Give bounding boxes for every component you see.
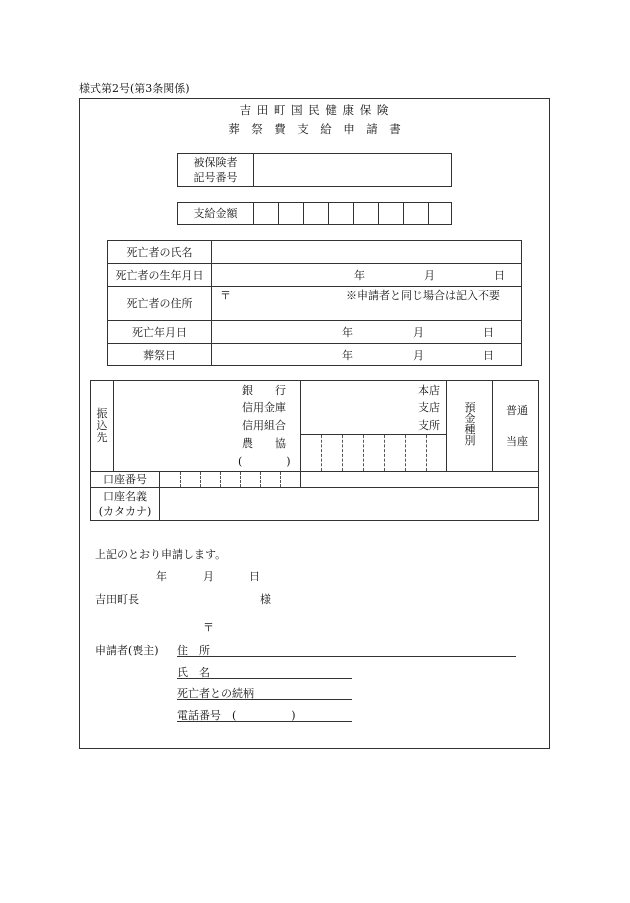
bank-type-bank: 銀 行 [242,384,286,397]
birth-month: 月 [424,269,435,282]
bank-type-shinkin: 信用金庫 [242,401,286,414]
funeral-date-label: 葬祭日 [143,349,176,362]
deceased-postal-mark: 〒 [220,289,231,302]
insured-label: 被保険者 [193,156,238,169]
bank-name-field[interactable] [115,382,245,469]
applicant-name-field[interactable] [220,664,350,678]
death-date-label: 死亡年月日 [132,326,187,339]
deceased-name-label: 死亡者の氏名 [126,246,193,259]
account-name-label: 口座名義 [103,490,147,503]
deceased-address-field[interactable] [213,302,519,318]
applicant-relation-field[interactable] [262,685,350,699]
applicant-phone-field[interactable] [240,707,290,721]
applicant-phone-label: 電話番号 ( ) [177,709,296,722]
funeral-month: 月 [413,349,424,362]
branch-type-shisho: 支所 [418,419,440,432]
branch-code-field[interactable] [302,436,444,470]
bank-type-nokyo: 農 協 [242,437,286,450]
application-month: 月 [203,570,214,583]
applicant-postal-mark: 〒 [203,621,214,634]
insured-number-field[interactable] [256,155,449,185]
bank-type-shinkumi: 信用組合 [242,419,286,432]
amount-digit-fields[interactable] [255,203,451,224]
form-title-line2: 葬 祭 費 支 給 申 請 書 [228,122,401,136]
applicant-address-label: 住 所 [177,644,210,657]
transfer-label: 振込先 [96,407,108,444]
death-day: 日 [483,326,494,339]
account-number-field[interactable] [161,472,298,486]
mayor-label: 吉田町長 [95,593,139,606]
deposit-type-label: 預金種別 [464,401,476,447]
account-name-field[interactable] [161,489,536,519]
account-number-label: 口座番号 [103,473,147,486]
insured-label-2: 記号番号 [193,171,238,184]
applicant-relation-label: 死亡者との続柄 [177,687,254,700]
account-name-kana-label: (カタカナ) [98,505,152,518]
bank-type-other: ( ) [238,455,291,468]
sama-label: 様 [260,593,271,606]
amount-label: 支給金額 [193,207,238,220]
death-month: 月 [413,326,424,339]
birth-day: 日 [494,269,505,282]
declaration-text: 上記のとおり申請します。 [95,548,227,561]
deposit-futsu[interactable]: 普通 [506,404,528,417]
deceased-name-field[interactable] [213,242,519,261]
form-title-line1: 吉 田 町 国 民 健 康 保 険 [239,103,390,117]
address-note: ※申請者と同じ場合は記入不要 [346,289,500,302]
applicant-name-label: 氏 名 [177,666,210,679]
deceased-address-label: 死亡者の住所 [126,297,193,310]
form-number-label: 様式第2号(第3条関係) [79,82,190,95]
applicant-label: 申請者(喪主) [95,644,159,657]
funeral-day: 日 [483,349,494,362]
applicant-address-field[interactable] [220,642,514,656]
application-year: 年 [156,570,167,583]
branch-type-shiten: 支店 [418,401,440,414]
death-year: 年 [342,326,353,339]
funeral-year: 年 [342,349,353,362]
deposit-toza[interactable]: 当座 [506,435,528,448]
branch-name-field[interactable] [302,382,412,432]
branch-type-honten: 本店 [418,384,440,397]
deceased-birth-label: 死亡者の生年月日 [115,269,204,282]
birth-year: 年 [354,269,365,282]
application-day: 日 [249,570,260,583]
